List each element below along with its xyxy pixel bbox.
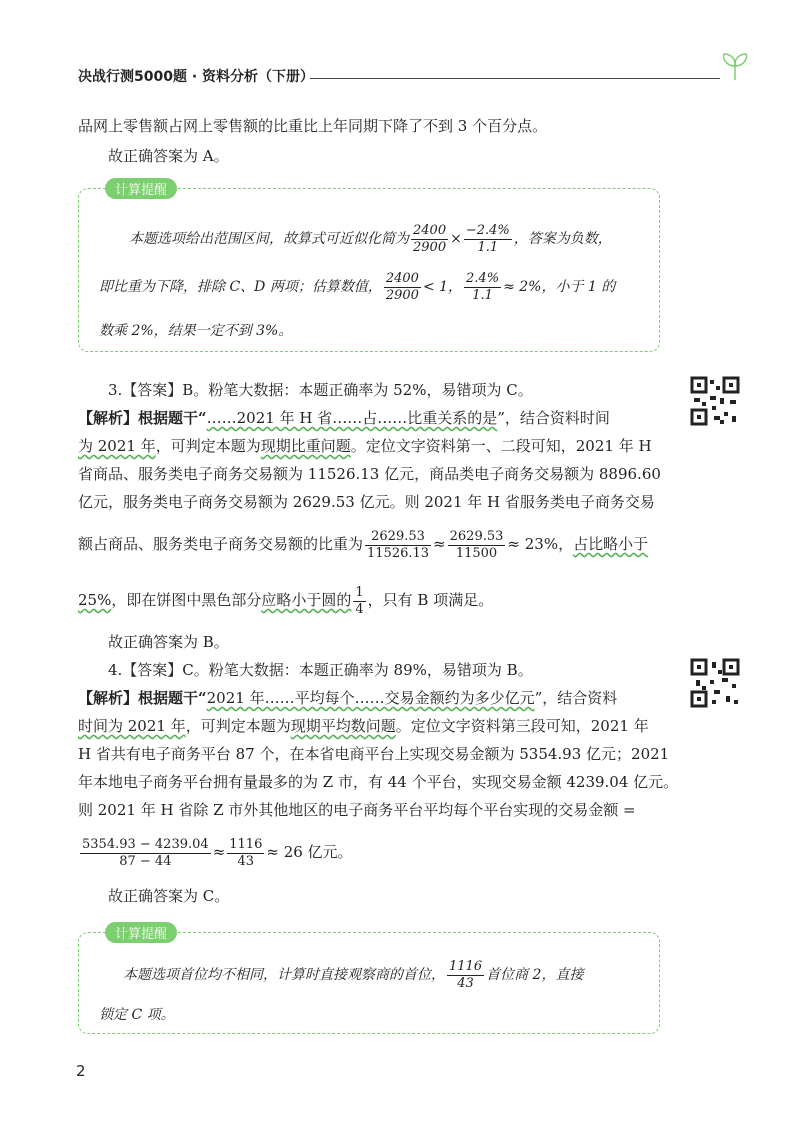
q3-answer-heading: 3.【答案】B。粉笔大数据：本题正确率为 52%，易错项为 C。 [108, 381, 533, 399]
q4-analysis-line: 【解析】根据题干“2021 年……平均每个……交易金额约为多少亿元”，结合资料 [78, 689, 618, 707]
fraction: $\frac{2629.53}{11526.13}$ [367, 528, 430, 561]
q3-analysis-line: 亿元，服务类电子商务交易额为 2629.53 亿元。则 2021 年 H 省服务类电子商务交易 [78, 493, 655, 511]
tip-line: 数乘 2%，结果一定不到 3%。 [99, 323, 293, 339]
q4-analysis-line: H 省共有电子商务平台 87 个，在本省电商平台上实现交易金额为 5354.93 亿元；2021 [78, 745, 670, 763]
answer-line: 故正确答案为 B。 [108, 633, 229, 651]
fraction: $\frac{2400}{2900}$ [385, 270, 419, 303]
tip-line: 即比重为下降，排除 C、D 两项；估算数值， $\frac{2400}{2900}$ < 1， $\frac{2.4\%}{1.1}$ ≈ 2%，小于 1 的 [99, 270, 616, 303]
fraction: $\frac{2629.53}{11500}$ [449, 528, 504, 561]
q3-analysis-line: 额占商品、服务类电子商务交易额的比重为 $\frac{2629.53}{11526.13}$ ≈ $\frac{2629.53}{11500}$ ≈ 23%，占比略小于 [78, 528, 649, 561]
q3-analysis-line: 为 2021 年，可判定本题为现期比重问题。定位文字资料第一、二段可知，2021 年 H [78, 437, 652, 455]
q4-answer-heading: 4.【答案】C。粉笔大数据：本题正确率为 89%，易错项为 B。 [108, 661, 533, 679]
q4-analysis-line: $\frac{5354.93 - 4239.04}{87 - 44}$ ≈ $\frac{1116}{43}$ ≈ 26 亿元。 [82, 836, 353, 869]
calc-tip-tag: 计算提醒 [105, 922, 177, 943]
leaf-icon [718, 50, 752, 82]
fraction: $\frac{1116}{43}$ [449, 958, 483, 991]
fraction: $\frac{-2.4\%}{1.1}$ [465, 222, 510, 255]
tip-line: 本题选项给出范围区间，故算式可近似化简为 $\frac{2400}{2900}$ × $\frac{-2.4\%}{1.1}$ ，答案为负数， [129, 222, 612, 255]
fraction: $\frac{1}{4}$ [355, 584, 364, 617]
calc-tip-box [78, 183, 660, 352]
header-rule [310, 78, 720, 79]
fraction: $\frac{5354.93 - 4239.04}{87 - 44}$ [82, 836, 209, 869]
continued-text: 品网上零售额占网上零售额的比重比上年同期下降了不到 3 个百分点。 [78, 117, 548, 135]
q3-analysis-line: 【解析】根据题干“……2021 年 H 省……占……比重关系的是”，结合资料时间 [78, 409, 610, 427]
fraction: $\frac{1116}{43}$ [229, 836, 263, 869]
q3-analysis-line: 25%，即在饼图中黑色部分应略小于圆的 $\frac{1}{4}$ ，只有 B 项满足。 [78, 584, 494, 617]
fraction: $\frac{2.4\%}{1.1}$ [466, 270, 500, 303]
calc-tip-box [78, 927, 660, 1034]
answer-line: 故正确答案为 C。 [108, 887, 230, 905]
qr-code-icon[interactable] [690, 658, 740, 708]
calc-tip-tag: 计算提醒 [105, 178, 177, 199]
tip-line: 锁定 C 项。 [99, 1007, 175, 1023]
running-header: 决战行测5000题 · 资料分析（下册） [78, 69, 315, 85]
q4-analysis-line: 则 2021 年 H 省除 Z 市外其他地区的电子商务平台平均每个平台实现的交易金额 = [78, 801, 636, 819]
q4-analysis-line: 年本地电子商务平台拥有量最多的为 Z 市，有 44 个平台，实现交易金额 4239.04 亿元。 [78, 773, 679, 791]
q3-analysis-line: 省商品、服务类电子商务交易额为 11526.13 亿元，商品类电子商务交易额为 8896.60 [78, 465, 661, 483]
fraction: $\frac{2400}{2900}$ [413, 222, 447, 255]
page-number: 2 [76, 1062, 86, 1080]
qr-code-icon[interactable] [690, 376, 740, 426]
tip-line: 本题选项首位均不相同，计算时直接观察商的首位， $\frac{1116}{43}$ 首位商 2，直接 [123, 958, 584, 991]
answer-line: 故正确答案为 A。 [108, 147, 229, 165]
tip-text: 本题选项给出范围区间，故算式可近似化简为 [129, 231, 409, 247]
q4-analysis-line: 时间为 2021 年，可判定本题为现期平均数问题。定位文字资料第三段可知，2021 年 [78, 717, 649, 735]
